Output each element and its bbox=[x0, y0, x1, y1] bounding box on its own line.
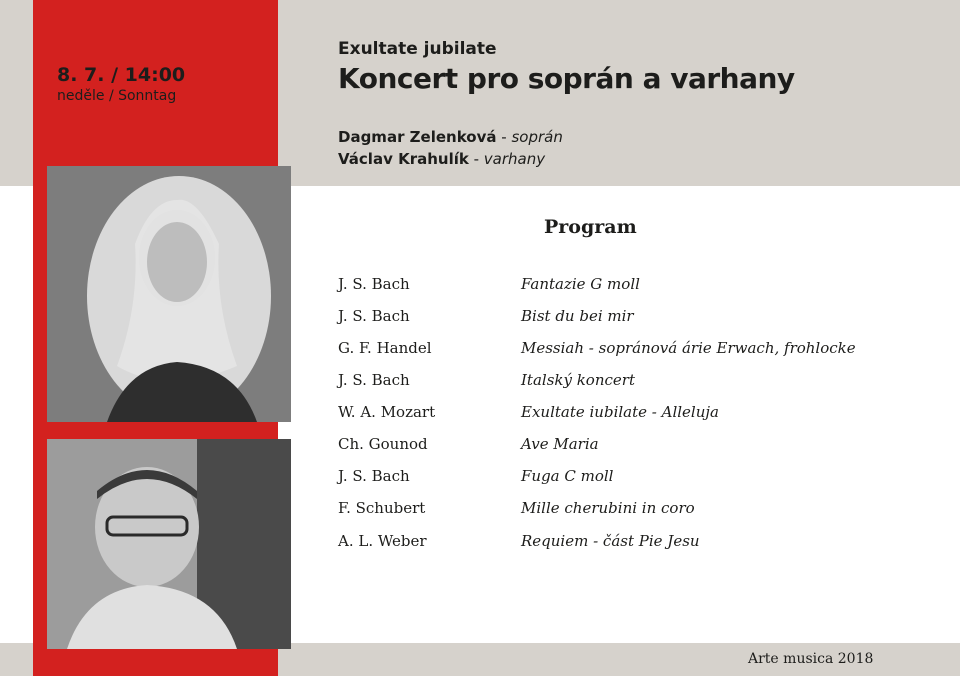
program-item bbox=[338, 307, 898, 331]
program-composer: J. S. Bach bbox=[338, 307, 410, 325]
event-day: neděle / Sonntag bbox=[57, 88, 177, 104]
program-composer: G. F. Handel bbox=[338, 339, 432, 357]
soprano-photo bbox=[47, 166, 291, 422]
program-composer: F. Schubert bbox=[338, 499, 426, 517]
program-work: Mille cherubini in coro bbox=[521, 499, 695, 517]
program-work: Messiah - sopránová árie Erwach, frohlocke bbox=[521, 339, 856, 357]
event-date-block bbox=[57, 64, 185, 106]
organist-portrait-illustration bbox=[47, 439, 291, 649]
program-heading: Program bbox=[544, 216, 637, 238]
program-work: Requiem - část Pie Jesu bbox=[521, 532, 700, 550]
program-composer: W. A. Mozart bbox=[338, 403, 436, 421]
performer-name: Dagmar Zelenková bbox=[338, 128, 497, 146]
program-item bbox=[338, 499, 898, 523]
event-date-time: 8. 7. / 14:00 bbox=[57, 64, 186, 86]
performer-line bbox=[338, 148, 563, 170]
program-work: Bist du bei mir bbox=[521, 307, 634, 325]
program-item bbox=[338, 339, 898, 363]
performer-separator: - bbox=[496, 128, 512, 146]
program-item bbox=[338, 403, 898, 427]
event-subtitle: Exultate jubilate bbox=[338, 39, 497, 59]
program-item bbox=[338, 532, 898, 556]
performer-role: soprán bbox=[511, 128, 563, 146]
performer-role: varhany bbox=[483, 150, 546, 168]
program-item bbox=[338, 435, 898, 459]
program-composer: J. S. Bach bbox=[338, 467, 410, 485]
program-item bbox=[338, 467, 898, 491]
footer-text: Arte musica 2018 bbox=[748, 651, 874, 667]
program-composer: J. S. Bach bbox=[338, 275, 410, 293]
performer-separator: - bbox=[468, 150, 484, 168]
soprano-portrait-illustration bbox=[47, 166, 291, 422]
organist-photo bbox=[47, 439, 291, 649]
program-item bbox=[338, 275, 898, 299]
program-composer: A. L. Weber bbox=[338, 532, 427, 550]
performer-line bbox=[338, 126, 563, 148]
program-composer: J. S. Bach bbox=[338, 371, 410, 389]
program-composer: Ch. Gounod bbox=[338, 435, 428, 453]
program-work: Exultate iubilate - Alleluja bbox=[521, 403, 719, 421]
program-work: Fuga C moll bbox=[521, 467, 614, 485]
event-title: Koncert pro soprán a varhany bbox=[338, 62, 795, 95]
program-item bbox=[338, 371, 898, 395]
program-work: Fantazie G moll bbox=[521, 275, 640, 293]
program-work: Italský koncert bbox=[521, 371, 635, 389]
performer-name: Václav Krahulík bbox=[338, 150, 469, 168]
event-heading bbox=[338, 37, 795, 97]
program-work: Ave Maria bbox=[521, 435, 599, 453]
performers-list bbox=[338, 126, 563, 170]
